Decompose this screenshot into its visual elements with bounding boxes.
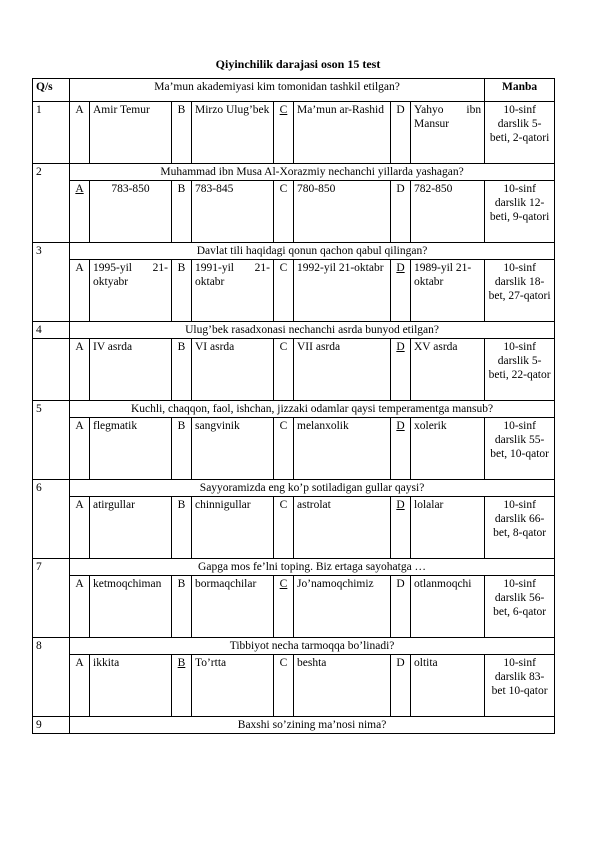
option-letter: B bbox=[172, 418, 192, 480]
option-letter: C bbox=[274, 497, 294, 559]
answer-row bbox=[33, 102, 555, 164]
option-letter-correct: A bbox=[70, 181, 90, 243]
source-cell: 10-sinf darslik 18-bet, 27-qatori bbox=[485, 260, 555, 322]
option-text: XV asrda bbox=[411, 339, 485, 401]
source-cell: 10-sinf darslik 5-beti, 22-qator bbox=[485, 339, 555, 401]
source-cell: 10-sinf darslik 12-beti, 9-qatori bbox=[485, 181, 555, 243]
question-text: Muhammad ibn Musa Al-Xorazmiy nechanchi yillarda yashagan? bbox=[70, 164, 555, 181]
source-cell: 10-sinf darslik 55-bet, 10-qator bbox=[485, 418, 555, 480]
question-number: 1 bbox=[33, 102, 70, 164]
option-letter: A bbox=[70, 418, 90, 480]
option-letter: B bbox=[172, 339, 192, 401]
option-text: beshta bbox=[294, 655, 391, 717]
option-text: Ma’mun ar-Rashid bbox=[294, 102, 391, 164]
option-text: flegmatik bbox=[90, 418, 172, 480]
question-number: 4 bbox=[33, 322, 70, 339]
question-number: 3 bbox=[33, 243, 70, 322]
question-number: 9 bbox=[33, 717, 70, 734]
question-number: 2 bbox=[33, 164, 70, 243]
question-number: 5 bbox=[33, 401, 70, 480]
option-text: xolerik bbox=[411, 418, 485, 480]
question-text: Kuchli, chaqqon, faol, ishchan, jizzaki odamlar qaysi temperamentga mansub? bbox=[70, 401, 555, 418]
option-letter: D bbox=[391, 181, 411, 243]
option-text: Yahyo ibn Mansur bbox=[411, 102, 485, 164]
option-letter: B bbox=[172, 497, 192, 559]
answer-row bbox=[33, 576, 555, 638]
question-row bbox=[33, 164, 555, 181]
option-letter: A bbox=[70, 260, 90, 322]
option-letter-correct: C bbox=[274, 102, 294, 164]
question-number-empty bbox=[33, 339, 70, 401]
option-text: astrolat bbox=[294, 497, 391, 559]
option-letter: D bbox=[391, 102, 411, 164]
option-letter: B bbox=[172, 102, 192, 164]
question-text: Tibbiyot necha tarmoqqa bo’linadi? bbox=[70, 638, 555, 655]
option-text: otlanmoqchi bbox=[411, 576, 485, 638]
option-letter: A bbox=[70, 497, 90, 559]
question-text: Baxshi so’zining ma’nosi nima? bbox=[70, 717, 555, 734]
question-row bbox=[33, 401, 555, 418]
option-text: 782-850 bbox=[411, 181, 485, 243]
question-number: 6 bbox=[33, 480, 70, 559]
option-letter: B bbox=[172, 260, 192, 322]
header-question: Ma’mun akademiyasi kim tomonidan tashkil etilgan? bbox=[70, 79, 485, 102]
question-text: Gapga mos fe’lni toping. Biz ertaga sayohatga … bbox=[70, 559, 555, 576]
question-number: 8 bbox=[33, 638, 70, 717]
question-row bbox=[33, 480, 555, 497]
option-letter-correct: D bbox=[391, 339, 411, 401]
document-title: Qiyinchilik darajasi oson 15 test bbox=[215, 57, 381, 71]
question-number: 7 bbox=[33, 559, 70, 638]
option-text: oltita bbox=[411, 655, 485, 717]
option-letter: C bbox=[274, 655, 294, 717]
header-qs: Q/s bbox=[33, 79, 70, 102]
option-text: 1992-yil 21-oktabr bbox=[294, 260, 391, 322]
option-text: bormaqchilar bbox=[192, 576, 274, 638]
option-text: To’rtta bbox=[192, 655, 274, 717]
option-text: 783-850 bbox=[90, 181, 172, 243]
answer-row bbox=[33, 418, 555, 480]
source-cell: 10-sinf darslik 66-bet, 8-qator bbox=[485, 497, 555, 559]
option-letter-correct: B bbox=[172, 655, 192, 717]
option-text: 1995-yil 21-oktyabr bbox=[90, 260, 172, 322]
option-text: Mirzo Ulug’bek bbox=[192, 102, 274, 164]
option-text: atirgullar bbox=[90, 497, 172, 559]
option-text: ketmoqchiman bbox=[90, 576, 172, 638]
option-letter: A bbox=[70, 339, 90, 401]
option-text: ikkita bbox=[90, 655, 172, 717]
answer-row bbox=[33, 497, 555, 559]
option-letter: B bbox=[172, 181, 192, 243]
option-text: sangvinik bbox=[192, 418, 274, 480]
answer-row bbox=[33, 181, 555, 243]
source-cell: 10-sinf darslik 5-beti, 2-qatori bbox=[485, 102, 555, 164]
option-letter-correct: D bbox=[391, 497, 411, 559]
option-letter: B bbox=[172, 576, 192, 638]
question-row bbox=[33, 322, 555, 339]
option-text: 1991-yil 21-oktabr bbox=[192, 260, 274, 322]
option-letter: C bbox=[274, 339, 294, 401]
option-text: VI asrda bbox=[192, 339, 274, 401]
option-text: IV asrda bbox=[90, 339, 172, 401]
header-row bbox=[33, 79, 555, 102]
option-letter: A bbox=[70, 655, 90, 717]
option-letter: C bbox=[274, 181, 294, 243]
option-text: VII asrda bbox=[294, 339, 391, 401]
question-row bbox=[33, 243, 555, 260]
option-text: Amir Temur bbox=[90, 102, 172, 164]
option-text: chinnigullar bbox=[192, 497, 274, 559]
option-letter-correct: D bbox=[391, 418, 411, 480]
option-letter: D bbox=[391, 655, 411, 717]
answer-row bbox=[33, 260, 555, 322]
option-letter: C bbox=[274, 260, 294, 322]
answer-row bbox=[33, 655, 555, 717]
option-text: 780-850 bbox=[294, 181, 391, 243]
question-text: Sayyoramizda eng ko’p sotiladigan gullar qaysi? bbox=[70, 480, 555, 497]
source-cell: 10-sinf darslik 83-bet 10-qator bbox=[485, 655, 555, 717]
option-text: melanxolik bbox=[294, 418, 391, 480]
option-text: 1989-yil 21-oktabr bbox=[411, 260, 485, 322]
option-text: Jo’namoqchimiz bbox=[294, 576, 391, 638]
option-letter: A bbox=[70, 102, 90, 164]
question-row bbox=[33, 638, 555, 655]
question-text: Davlat tili haqidagi qonun qachon qabul qilingan? bbox=[70, 243, 555, 260]
answer-row bbox=[33, 339, 555, 401]
question-row bbox=[33, 717, 555, 734]
option-letter-correct: D bbox=[391, 260, 411, 322]
header-source: Manba bbox=[485, 79, 555, 102]
option-letter: C bbox=[274, 418, 294, 480]
question-row bbox=[33, 559, 555, 576]
option-text: lolalar bbox=[411, 497, 485, 559]
option-letter: A bbox=[70, 576, 90, 638]
question-text: Ulug’bek rasadxonasi nechanchi asrda bunyod etilgan? bbox=[70, 322, 555, 339]
option-letter-correct: C bbox=[274, 576, 294, 638]
source-cell: 10-sinf darslik 56-bet, 6-qator bbox=[485, 576, 555, 638]
quiz-table bbox=[32, 78, 555, 734]
option-text: 783-845 bbox=[192, 181, 274, 243]
option-letter: D bbox=[391, 576, 411, 638]
